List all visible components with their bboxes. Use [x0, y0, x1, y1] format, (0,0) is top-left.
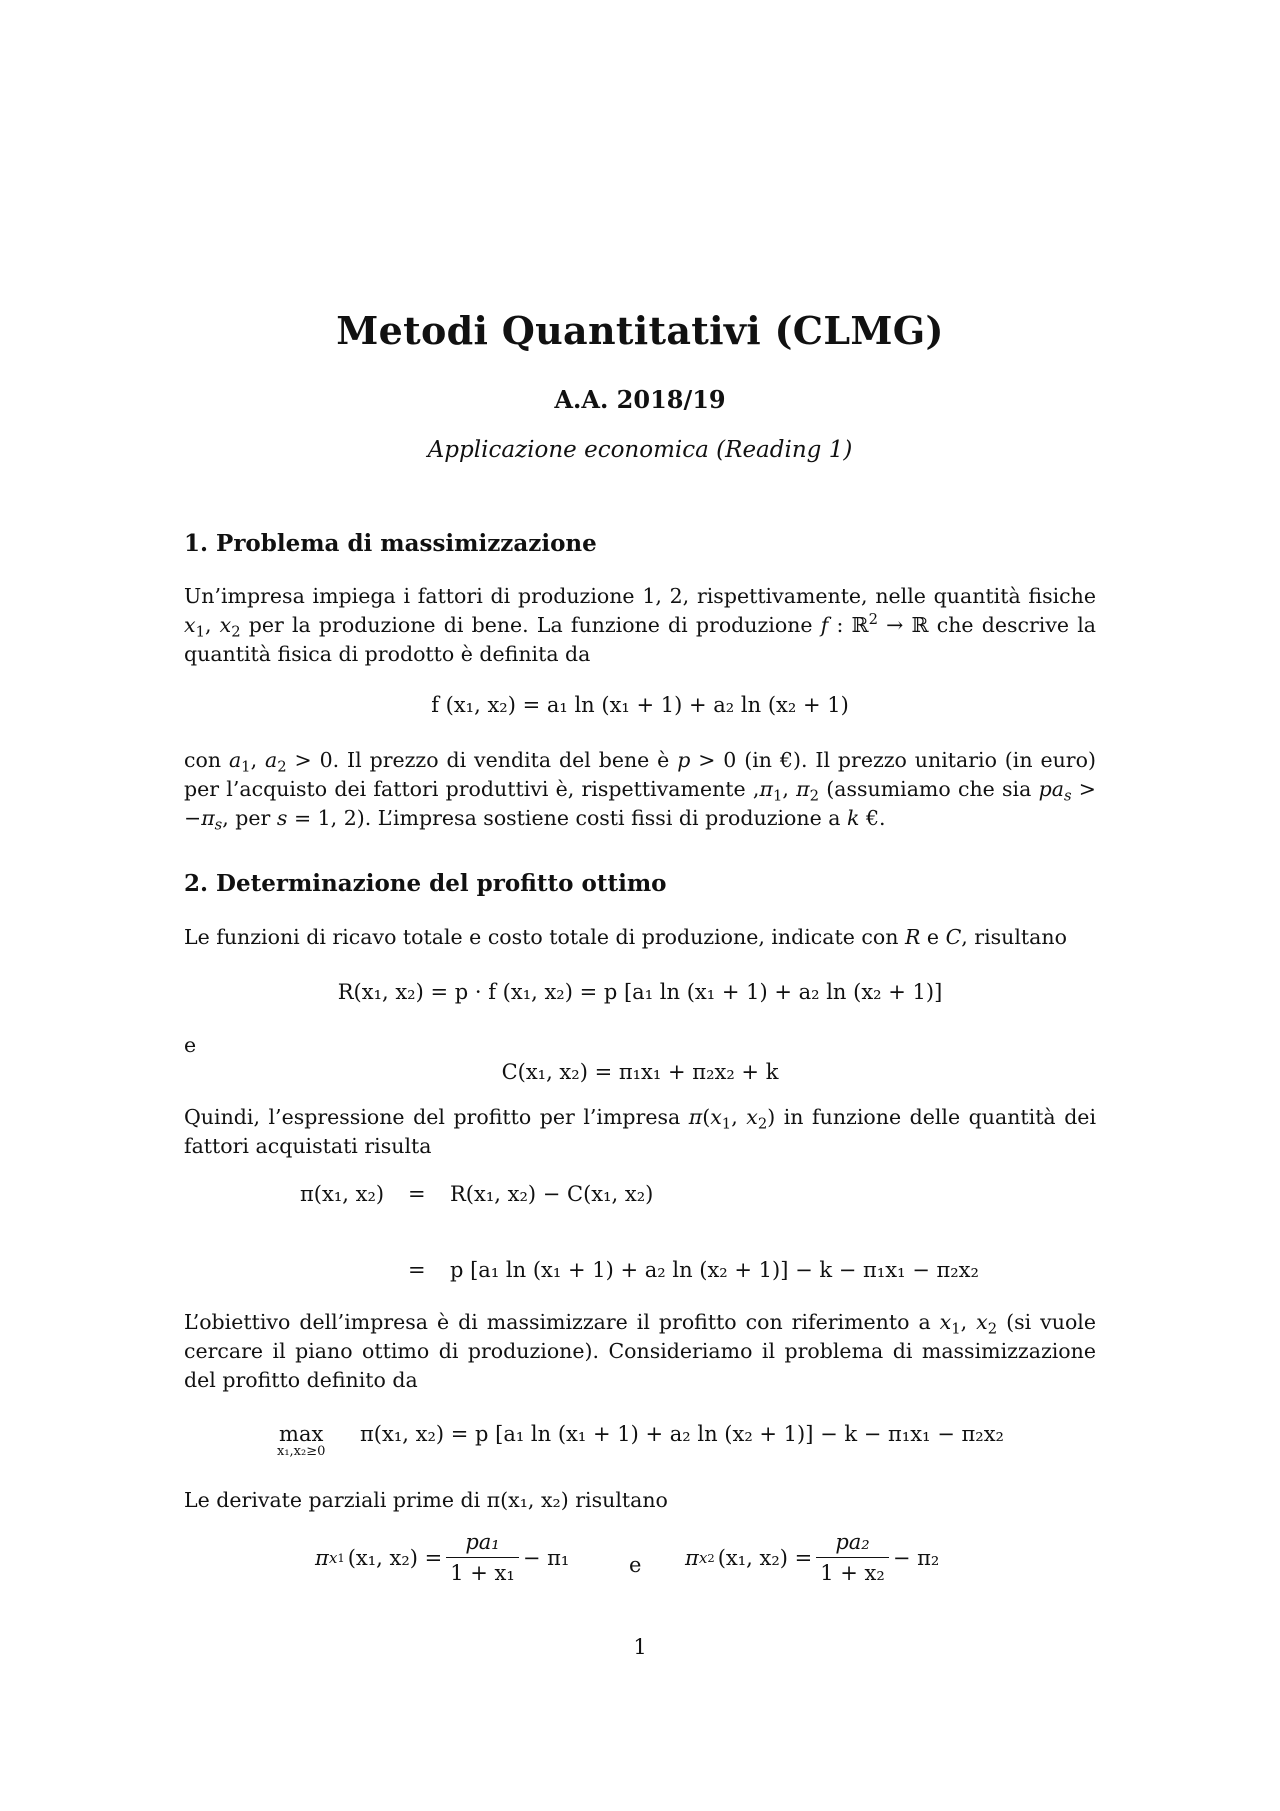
equation-profit-equals-1: = — [408, 1182, 426, 1206]
section-2-intro: Le funzioni di ricavo totale e costo totale di produzione, indicate con R e C, risultano — [184, 925, 1067, 949]
equation-max-problem: π(x₁, x₂) = p [a₁ ln (x₁ + 1) + a₂ ln (x₂ + 1)] − k − π₁x₁ − π₂x₂ — [360, 1422, 1004, 1446]
academic-year: A.A. 2018/19 — [554, 385, 726, 414]
page-number: 1 — [633, 1635, 647, 1659]
section-1-paragraph-1: Un’impresa impiega i fattori di produzione 1, 2, rispettivamente, nelle quantità fisiche $x_1$, $x_2$ per la produzione di bene. La funzione di produzione f : ℝ$^2$ → ℝ che descrive la quantità fisica di prodotto è definita da — [184, 584, 1096, 666]
document-title: Metodi Quantitativi (CLMG) — [336, 308, 944, 353]
section-2-paragraph-obiettivo: L’obiettivo dell’impresa è di massimizzare il profitto con riferimento a $x_1$, $x_2$ (si vuole cercare il piano ottimo di produzione). Consideriamo il problema di massimizzazione del profitto definito da — [184, 1310, 1096, 1392]
document-subtitle: Applicazione economica (Reading 1) — [427, 437, 853, 463]
section-2-heading: 2. Determinazione del profitto ottimo — [184, 870, 667, 897]
equation-production-function: f (x₁, x₂) = a₁ ln (x₁ + 1) + a₂ ln (x₂ + 1) — [431, 693, 849, 717]
conjunction-e-equations: e — [629, 1553, 642, 1577]
equation-partial-derivative-2: π x 2 (x₁, x₂) = $\frac{\text{pa₂}}{\text{1 + x₂}}$ − π₂ — [685, 1530, 940, 1585]
equation-profit-rhs-2: p [a₁ ln (x₁ + 1) + a₂ ln (x₂ + 1)] − k − π₁x₁ − π₂x₂ — [450, 1258, 979, 1282]
equation-profit-equals-2: = — [408, 1258, 426, 1282]
conjunction-e: e — [184, 1033, 197, 1057]
equation-profit-rhs-1: R(x₁, x₂) − C(x₁, x₂) — [450, 1182, 654, 1206]
equation-cost: C(x₁, x₂) = π₁x₁ + π₂x₂ + k — [501, 1060, 779, 1084]
max-label: max — [279, 1422, 324, 1446]
equation-revenue: R(x₁, x₂) = p · f (x₁, x₂) = p [a₁ ln (x₁ + 1) + a₂ ln (x₂ + 1)] — [337, 980, 943, 1004]
section-1-paragraph-2: con $a_1$, $a_2 > 0$. Il prezzo di vendita del bene è p > 0 (in €). Il prezzo unitario (in euro) per l’acquisto dei fattori produttivi è, rispettivamente $,\pi_1$, $\pi_2$ (assumiamo che sia $pa_s > -\pi_s$, per s = 1, 2). L’impresa sostiene costi fissi di produzione a k €. — [184, 748, 1096, 834]
equation-max-operator — [277, 1422, 325, 1459]
section-2-paragraph-quindi: Quindi, l’espressione del profitto per l’impresa $\pi(x_1$, $x_2$) in funzione delle quantità dei fattori acquistati risulta — [184, 1105, 1097, 1158]
section-1-heading: 1. Problema di massimizzazione — [184, 530, 597, 557]
section-2-derivatives-intro: Le derivate parziali prime di π(x₁, x₂) risultano — [184, 1488, 668, 1512]
max-constraint: x₁,x₂≥0 — [277, 1444, 326, 1459]
equation-partial-derivative-1: π x 1 (x₁, x₂) = $\frac{\text{pa₁}}{\text{1 + x₁}}$ − π₁ — [315, 1530, 570, 1585]
equation-profit-lhs: π(x₁, x₂) — [300, 1182, 385, 1206]
